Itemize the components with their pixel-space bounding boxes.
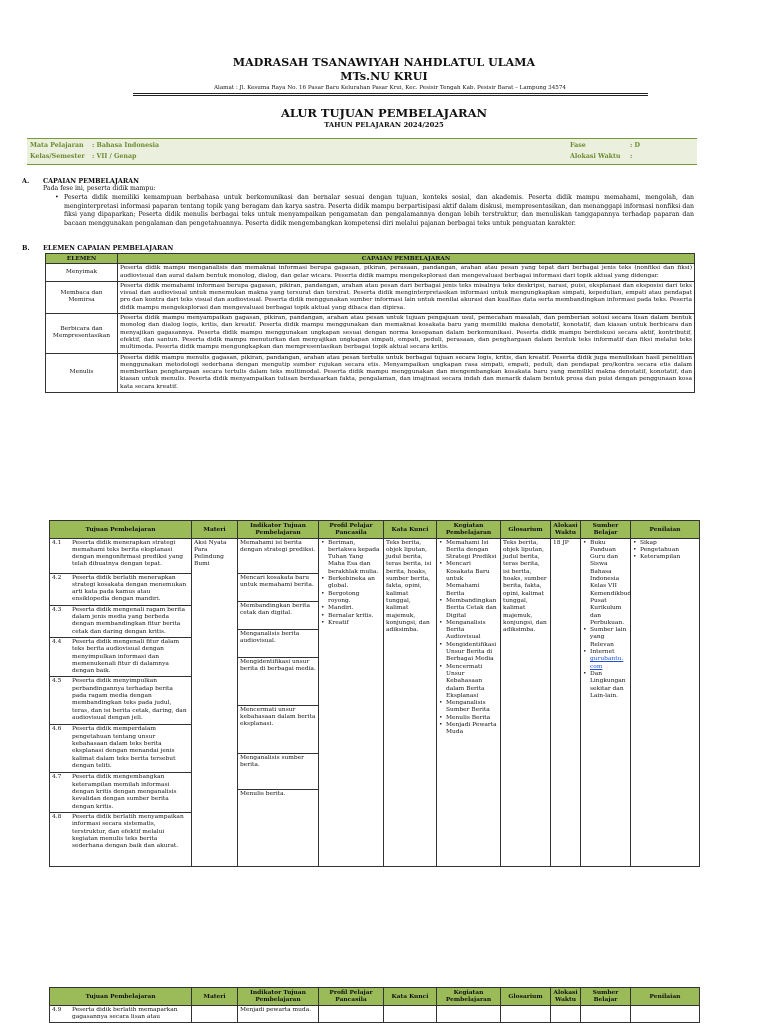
tp-row bbox=[50, 605, 191, 637]
col-alokasi: Alokasi Waktu bbox=[551, 988, 581, 1006]
mapel-label: Mata Pelajaran bbox=[30, 142, 84, 149]
header-rule-thin bbox=[133, 95, 648, 96]
col-indikator: Indikator Tujuan Pembelajaran bbox=[238, 521, 319, 539]
tp-row bbox=[50, 573, 191, 605]
kelas-value: : VII / Genap bbox=[92, 153, 137, 160]
col-tujuan: Tujuan Pembelajaran bbox=[50, 988, 192, 1006]
col-materi: Materi bbox=[192, 521, 238, 539]
tp-number: 4.3 bbox=[52, 606, 62, 613]
tp-number: 4.4 bbox=[52, 638, 62, 645]
penilaian-item: • Pengetahuan bbox=[633, 547, 697, 554]
tp-text: Peserta didik menerapkan strategi memahami teks berita eksplanasi dengan mengonfirmasi prediksi yang telah dibuatnya dengan tepat. bbox=[72, 539, 184, 568]
indikator-row: Mengidentifikasi unsur berita di berbagai media. bbox=[238, 657, 318, 705]
section-a-intro: Pada fese ini, peserta didik mampu: bbox=[43, 185, 156, 192]
elemen-table bbox=[45, 253, 695, 393]
elemen-row bbox=[46, 281, 695, 313]
kata-kunci-cell: Teks berita, objek liputan, judul berita, teras berita, isi berita, hoaks, sumber berita, fakta, opini, kalimat tunggal, kalimat majemuk, konjungsi, dan adiksimba. bbox=[384, 538, 437, 866]
atp2-header-row bbox=[50, 988, 700, 1006]
sumber-item bbox=[583, 649, 628, 671]
penilaian-item: • Keterampilan bbox=[633, 554, 697, 561]
kegiatan-cell bbox=[437, 538, 501, 866]
penilaian-list bbox=[633, 540, 697, 562]
header-rule bbox=[133, 93, 648, 94]
profil-item: • Berkebineka an global. bbox=[321, 576, 381, 591]
sumber-cell bbox=[581, 538, 631, 866]
fase-value: : D bbox=[630, 142, 640, 149]
profil-item: • Bernalar kritis. bbox=[321, 613, 381, 620]
indikator-row: Mencari kosakata baru untuk memahami berita. bbox=[238, 573, 318, 601]
col-profil: Profil Pelajar Pancasila bbox=[319, 988, 384, 1006]
section-a-letter: A. bbox=[22, 177, 30, 185]
school-address: Alamat : Jl. Kesuma Raya No. 16 Pasar Baru Kelurahan Pasar Krui, Kec. Pesisir Tengah Kab. Pesisir Barat – Lampung 34574 bbox=[214, 85, 566, 91]
alokasi-label: Alokasi Waktu bbox=[570, 153, 621, 160]
tp-column bbox=[50, 538, 192, 866]
atp-body-row bbox=[50, 538, 700, 866]
tp-number: 4.5 bbox=[52, 678, 62, 685]
alokasi-cell: 18 JP bbox=[551, 538, 581, 866]
elemen-row bbox=[46, 314, 695, 353]
tp-row bbox=[50, 812, 191, 866]
materi-cell: Aksi Nyata Para Pelindung Bumi bbox=[192, 538, 238, 866]
col-profil: Profil Pelajar Pancasila bbox=[319, 521, 384, 539]
tp-number: 4.6 bbox=[52, 726, 62, 733]
atp-table bbox=[49, 520, 700, 867]
atp2-body-row bbox=[50, 1005, 700, 1023]
profil-item: • Bergotong royong. bbox=[321, 591, 381, 606]
tp-list bbox=[50, 539, 191, 866]
tp-text: Peserta didik mengenali fitur dalam teks berita audiovisual dengan menyimpulkan informasi dan memenukenali fitur di dalamnya dengan baik. bbox=[72, 638, 180, 675]
elemen-name: Menulis bbox=[46, 353, 118, 392]
kata-kunci-cell bbox=[384, 1005, 437, 1023]
elemen-row bbox=[46, 264, 695, 282]
kelas-label: Kelas/Semester bbox=[30, 153, 85, 160]
tp-row bbox=[50, 637, 191, 676]
elemen-name: Menyimak bbox=[46, 264, 118, 282]
materi-cell bbox=[192, 1005, 238, 1023]
tp-cell bbox=[50, 1005, 192, 1023]
col-penilaian: Penilaian bbox=[631, 521, 700, 539]
tp-text: Peserta didik berlatih menerapkan strategi kosakata dengan menemukan arti kata pada kamus atau ensiklopedia dengan mandiri. bbox=[72, 574, 187, 603]
alokasi-cell bbox=[551, 1005, 581, 1023]
tp-text: Peserta didik berlatih menyampaikan informasi secara sistematis, terstruktur, dan efektif melalui kegiatan menulis teks berita sederhana dengan baik dan akurat. bbox=[72, 813, 184, 850]
tp-row bbox=[50, 724, 191, 772]
sumber-list bbox=[583, 539, 632, 701]
penilaian-cell bbox=[631, 1005, 700, 1023]
col-glosarium: Glosarium bbox=[501, 988, 551, 1006]
indikator-column bbox=[238, 538, 319, 866]
col-kata-kunci: Kata Kunci bbox=[384, 521, 437, 539]
tp-text: Peserta didik memperdalam pengetahuan tentang unsur kebahasaan dalam teks berita eksplanasi dengan menandai jenis kalimat dalam teks berita tersebut dengan teliti. bbox=[72, 726, 176, 769]
sumber-cell bbox=[581, 1005, 631, 1023]
kegiatan-item: • Memahami Isi Berita dengan Strategi Prediksi bbox=[439, 540, 498, 562]
section-b-heading: ELEMEN CAPAIAN PEMBELAJARAN bbox=[43, 244, 174, 252]
tp-text: Peserta didik mengenali ragam berita dalam jenis media yang berbeda dengan membandingkan fitur berita cetak dan daring dengan kritis. bbox=[72, 606, 185, 635]
indikator-row: Membandingkan berita cetak dan digital. bbox=[238, 601, 318, 629]
tp-number: 4.7 bbox=[52, 774, 62, 781]
section-a-bullet bbox=[55, 194, 694, 228]
kegiatan-item: • Membandingkan Berita Cetak dan Digital bbox=[439, 598, 498, 620]
col-sumber: Sumber Belajar bbox=[581, 988, 631, 1006]
col-alokasi: Alokasi Waktu bbox=[551, 521, 581, 539]
glosarium-cell: Teks berita, objek liputan, judul berita, teras berita, isi berita, hoaks, sumber berita, fakta, opini, kalimat tunggal, kalimat majemuk, konjungsi, dan adiksimba. bbox=[501, 538, 551, 866]
tp-row bbox=[50, 539, 191, 573]
mapel-value: : Bahasa Indonesia bbox=[92, 142, 160, 149]
sumber-item-label: Internet bbox=[590, 649, 615, 656]
kegiatan-item: • Mencermati Unsur Kebahasaan dalam Berita Eksplanasi bbox=[439, 664, 498, 700]
school-name: MADRASAH TSANAWIYAH NAHDLATUL ULAMA bbox=[232, 56, 536, 69]
tp-number: 4.8 bbox=[52, 813, 62, 820]
profil-cell bbox=[319, 538, 384, 866]
kegiatan-item: • Menganalisis Berita Audiovisual bbox=[439, 620, 498, 642]
kegiatan-item: • Mengidentifikasi Unsur Berita di Berbagai Media bbox=[439, 642, 498, 664]
indikator-cell: Menjadi pewarta muda. bbox=[238, 1005, 319, 1023]
kegiatan-item: • Menjadi Pewarta Muda bbox=[439, 722, 498, 737]
atp-header-row bbox=[50, 521, 700, 539]
indikator-row: Menulis berita. bbox=[238, 789, 318, 843]
school-short-name: MTs.NU KRUI bbox=[340, 70, 428, 83]
col-materi: Materi bbox=[192, 988, 238, 1006]
col-kata-kunci: Kata Kunci bbox=[384, 988, 437, 1006]
col-glosarium: Glosarium bbox=[501, 521, 551, 539]
profil-item: • Kreatif bbox=[321, 620, 381, 627]
col-tujuan: Tujuan Pembelajaran bbox=[50, 521, 192, 539]
elemen-capaian: Peserta didik mampu menulis gagasan, pikiran, pandangan, arahan atau pesan tertulis untuk berbagai tujuan secara logis, kritis, dan kreatif. Peserta didik juga menuliskan hasil penelitian menggunakan metodologi sederhana dengan mengutip sumber rujukan secara etis. Menyampaikan ungkapan rasa simpati, empati, peduli, dan pendapat pro/kontra secara etis dalam memberikan penghargaan secara tertulis dalam teks multimodal. Peserta didik mampu menggunakan dan mengembangkan kosakata baru yang memiliki makna denotatif, konotatif, dan kiasan untuk menulis. Peserta didik menyampaikan tulisan berdasarkan fakta, pengalaman, dan imajinasi secara indah dan menarik dalam bentuk prosa dan puisi dengan penggunaan kosa kata secara kreatif. bbox=[118, 353, 695, 392]
elemen-header-row bbox=[46, 254, 695, 264]
tp-text: Peserta didik menyimpulkan perbandingannya terhadap berita pada ragam media dengan membandingkan teks pada judul, teras, dan isi berita cetak, daring, dan audiovisual dengan jeli. bbox=[72, 678, 187, 721]
document-title: ALUR TUJUAN PEMBELAJARAN bbox=[280, 106, 488, 120]
kegiatan-item: • Menulis Berita bbox=[439, 715, 498, 722]
profil-cell bbox=[319, 1005, 384, 1023]
atp-table-continued bbox=[49, 987, 700, 1023]
indikator-list bbox=[238, 539, 318, 843]
col-indikator: Indikator Tujuan Pembelajaran bbox=[238, 988, 319, 1006]
elemen-capaian: Peserta didik mampu menyampaikan gagasan, pikiran, pandangan, arahan atau pesan untuk tujuan pengajuan usul, pemecahan masalah, dan pemberian solusi secara lisan dalam bentuk monolog dan dialog logis, kritis, dan kreatif. Peserta didik mampu menggunakan dan memaknai kosakata baru yang memiliki makna denotatif, konotatif, dan kiasan untuk berbicara dan menyajikan gagasannya. Peserta didik mampu menggunakan ungkapan sesuai dengan norma kesopanan dalam berkomunikasi. Peserta didik mampu berdiskusi secara aktif, kontributif, efektif, dan santun. Peserta didik mampu menuturkan dan menyajikan ungkapan simpati, empati, peduli, perasaan, dan penghargaan dalam bentuk teks informatif dan fiksi melalui teks multimoda. Peserta didik mampu mengungkapkan dan mempresentasikan berbagai topik aktual secara kritis. bbox=[118, 314, 695, 353]
kegiatan-item: • Menganalisis Sumber Berita bbox=[439, 700, 498, 715]
tp-text: Peserta didik mengembangkan keterampilan memilah informasi dengan kritis dengan menganalisis kevalidan dengan sumber berita dengan kritis. bbox=[72, 774, 177, 810]
elemen-capaian: Peserta didik mampu menganalisis dan memaknai informasi berupa gagasan, pikiran, perasaan, pandangan, arahan atau pesan yang tepat dari berbagai jenis teks (nonfiksi dan fiksi) audiovisual dan aural dalam bentuk monolog, dialog, dan gelar wicara. Peserta didik mampu mengeksplorasi dan mengevaluasi berbagai informasi dari topik aktual yang didengar. bbox=[118, 264, 695, 282]
capaian-text: Peserta didik memiliki kemampuan berbahasa untuk berkomunikasi dan bernalar sesuai dengan tujuan, konteks sosial, dan akademis. Peserta didik mampu memahami, mengolah, dan menginterpretasi informasi paparan tentang topik yang beragam dan karya sastra. Peserta didik mampu berpartisipasi aktif dalam diskusi, mempresentasikan, dan menanggapi informasi nonfiksi dan fiksi yang dipaparkan; Peserta didik menulis berbagai teks untuk menyampaikan pengamatan dan pengalamannya dengan lebih terstruktur, dan menuliskan tanggapannya terhadap paparan dan bacaan menggunakan pengalaman dan pengetahuannya. Peserta didik mengembangkan kompetensi diri melalui pajanan berbagai teks untuk penguatan karakter. bbox=[64, 194, 694, 227]
tp-text: Peserta didik berlatih memaparkan gagasannya secara lisan atau bbox=[72, 1006, 178, 1020]
section-b-letter: B. bbox=[22, 244, 30, 252]
profil-item: • Beriman, bertakwa kepada Tuhan Yang Maha Esa dan berakhlak mulia. bbox=[321, 540, 381, 576]
tp-number: 4.1 bbox=[52, 539, 62, 546]
gurubantu-link[interactable]: gurubantu. com bbox=[590, 656, 624, 670]
col-kegiatan: Kegiatan Pembelajaran bbox=[437, 988, 501, 1006]
alokasi-value: : bbox=[630, 153, 633, 160]
indikator-row: Menganalisis berita audiovisual. bbox=[238, 629, 318, 657]
indikator-row: Menganalisis sumber berita. bbox=[238, 753, 318, 789]
profil-list bbox=[321, 540, 381, 628]
elemen-name: Berbicara dan Mempresentasikan bbox=[46, 314, 118, 353]
sumber-item: • Buku Panduan Guru dan Siswa Bahasa Indonesia Kelas VII Kemendikbud Pusat Kurikulum dan Perbukuan. bbox=[583, 540, 628, 628]
sumber-item: • Sumber lain yang Relevan bbox=[583, 627, 628, 649]
kegiatan-item: • Mencari Kosakata Baru untuk Memahami Berita bbox=[439, 561, 498, 597]
sumber-item: • Dan Lingkungan sekitar dan Lain-lain. bbox=[583, 671, 628, 700]
indikator-row: Mencermati unsur kebahasaan dalam berita eksplanasi. bbox=[238, 705, 318, 753]
col-elemen: ELEMEN bbox=[46, 254, 118, 264]
bullet-dot: • bbox=[55, 194, 59, 201]
col-sumber: Sumber Belajar bbox=[581, 521, 631, 539]
section-a-heading: CAPAIAN PEMBELAJARAN bbox=[43, 177, 139, 185]
col-capaian: CAPAIAN PEMBELAJARAN bbox=[118, 254, 695, 264]
academic-year: TAHUN PELAJARAN 2024/2025 bbox=[324, 121, 444, 129]
indikator-row: Memahami isi berita dengan strategi prediksi. bbox=[240, 539, 316, 553]
col-penilaian: Penilaian bbox=[631, 988, 700, 1006]
penilaian-item: • Sikap bbox=[633, 540, 697, 547]
info-box bbox=[27, 138, 697, 165]
glosarium-cell bbox=[501, 1005, 551, 1023]
tp-row bbox=[50, 772, 191, 811]
elemen-name: Membaca dan Memirsa bbox=[46, 281, 118, 313]
tp-row bbox=[50, 676, 191, 724]
tp-number: 4.2 bbox=[52, 574, 62, 581]
elemen-row bbox=[46, 353, 695, 392]
fase-label: Fase bbox=[570, 142, 586, 149]
elemen-capaian: Peserta didik memahami informasi berupa gagasan, pikiran, pandangan, arahan atau pesan dari berbagai jenis teks misalnya teks deskripsi, narasi, puisi, eksplanasi dan eksposisi dari teks visual dan audiovisual untuk menemukan makna yang tersurat dan tersirat. Peserta didik menginterpretasikan informasi untuk mengungkapkan simpati, kepedulian, empati atau pendapat pro dan kontra dari teks visual dan audiovisual. Peserta didik menggunakan sumber informasi lain untuk menilai akurasi dan kualitas data serta membandingkan informasi pada teks. Peserta didik mampu mengeksplorasi dan mengevaluasi berbagai topik aktual yang dibaca dan dipirsa. bbox=[118, 281, 695, 313]
kegiatan-cell bbox=[437, 1005, 501, 1023]
kegiatan-list bbox=[439, 540, 498, 737]
col-kegiatan: Kegiatan Pembelajaran bbox=[437, 521, 501, 539]
penilaian-cell bbox=[631, 538, 700, 866]
profil-item: • Mandiri. bbox=[321, 605, 381, 612]
tp-number: 4.9 bbox=[52, 1006, 62, 1013]
